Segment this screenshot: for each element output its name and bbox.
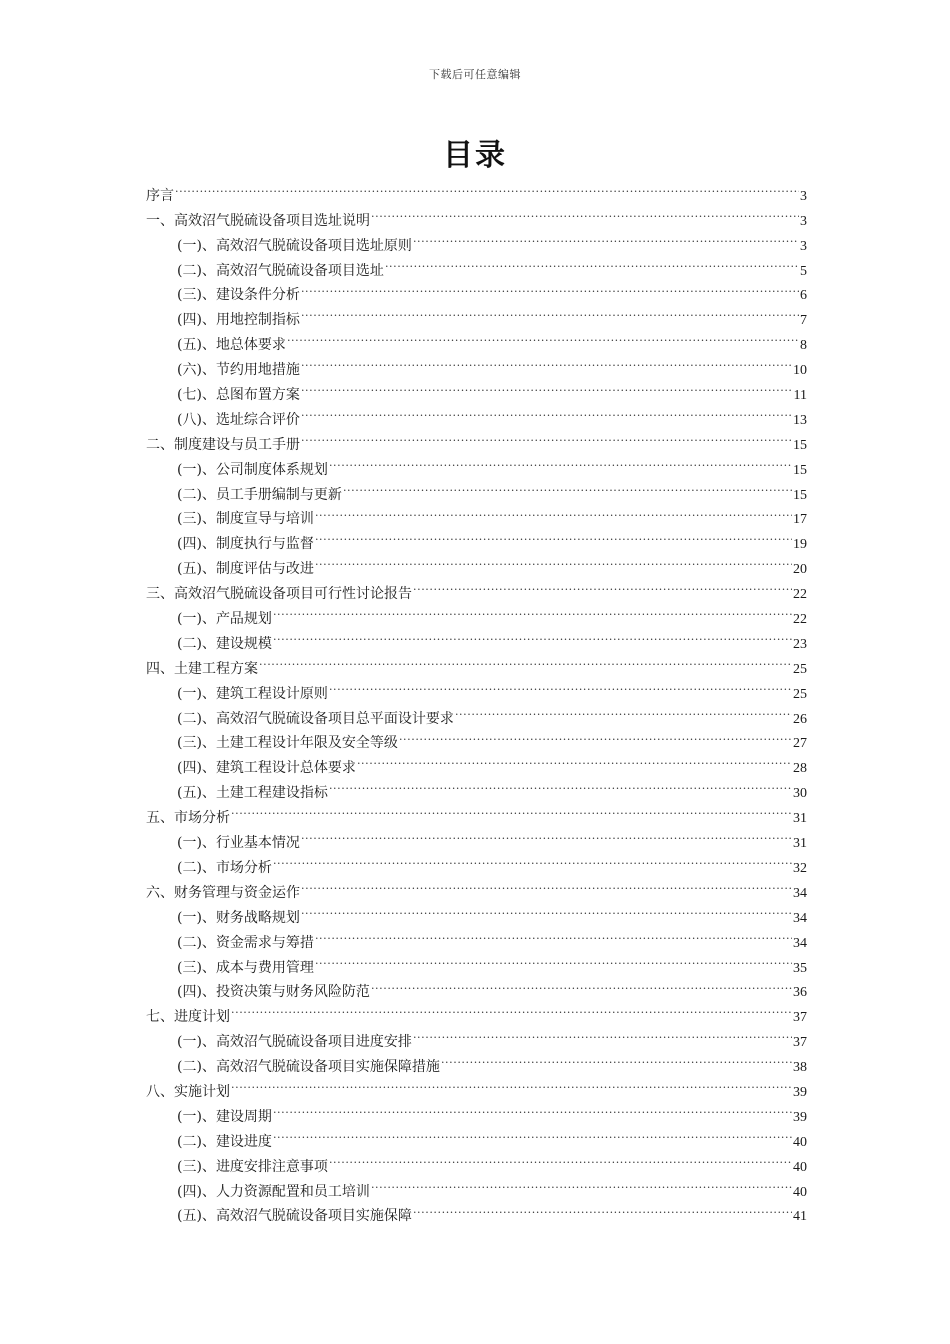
toc-dot-leader xyxy=(315,947,792,972)
toc-page-number: 34 xyxy=(793,935,807,951)
toc-entry-title: 高效沼气脱硫设备项目实施保障措施 xyxy=(215,1059,440,1076)
toc-entry-title: 进度计划 xyxy=(174,1009,230,1026)
toc-dot-leader xyxy=(273,1121,792,1146)
toc-entry-title: 进度安排注意事项 xyxy=(215,1158,328,1175)
toc-dot-leader xyxy=(301,897,792,922)
toc-entry-title: 公司制度体系规划 xyxy=(215,461,328,478)
toc-entry-title: 制度评估与改进 xyxy=(215,561,314,578)
toc-entry-number: 五、 xyxy=(146,810,174,827)
toc-dot-leader xyxy=(413,1196,792,1221)
toc-page-number: 35 xyxy=(793,960,807,976)
toc-entry-title: 高效沼气脱硫设备项目选址 xyxy=(215,262,384,279)
toc-entry-title: 高效沼气脱硫设备项目选址原则 xyxy=(215,237,412,254)
toc-page-number: 17 xyxy=(793,512,807,528)
toc-page-number: 3 xyxy=(800,238,807,254)
toc-entry-number: (二)、 xyxy=(177,859,216,876)
toc-entry-number: (一)、 xyxy=(177,685,216,702)
toc-dot-leader xyxy=(385,250,799,275)
toc-entry-title: 实施计划 xyxy=(174,1083,230,1100)
toc-page-number: 22 xyxy=(793,612,807,628)
toc-entry-number: 四、 xyxy=(146,660,174,677)
toc-entry-title: 投资决策与财务风险防范 xyxy=(215,984,370,1001)
toc-entry-number: (一)、 xyxy=(177,1108,216,1125)
toc-entry-title: 土建工程建设指标 xyxy=(215,785,328,802)
toc-section-entry[interactable] xyxy=(146,822,807,852)
toc-entry-number: (三)、 xyxy=(177,959,216,976)
toc-entry-number: (七)、 xyxy=(177,387,216,404)
toc-dot-leader xyxy=(301,374,793,399)
toc-page-number: 40 xyxy=(793,1159,807,1175)
toc-entry-number: (二)、 xyxy=(177,635,216,652)
toc-entry-title: 用地控制指标 xyxy=(215,312,300,329)
toc-dot-leader xyxy=(343,474,792,499)
toc-dot-leader xyxy=(413,1021,792,1046)
toc-entry-number: (三)、 xyxy=(177,287,216,304)
toc-page-number: 40 xyxy=(793,1134,807,1150)
toc-section-entry[interactable] xyxy=(146,1021,807,1051)
toc-entry-number: (一)、 xyxy=(177,909,216,926)
toc-page-number: 15 xyxy=(793,462,807,478)
toc-entry-number: (二)、 xyxy=(177,486,216,503)
toc-dot-leader xyxy=(301,822,792,847)
toc-entry-title: 制度建设与员工手册 xyxy=(174,436,300,453)
toc-entry-title: 行业基本情况 xyxy=(215,835,300,852)
toc-entry-number: (一)、 xyxy=(177,611,216,628)
toc-entry-title: 制度宣导与培训 xyxy=(215,511,314,528)
toc-entry-number: 三、 xyxy=(146,586,174,603)
toc-dot-leader xyxy=(301,399,792,424)
toc-entry-number: (二)、 xyxy=(177,1133,216,1150)
toc-entry-title: 高效沼气脱硫设备项目总平面设计要求 xyxy=(215,710,454,727)
toc-page-number: 34 xyxy=(793,885,807,901)
toc-page-number: 31 xyxy=(793,836,807,852)
toc-page-number: 3 xyxy=(800,188,807,204)
toc-page-number: 34 xyxy=(793,910,807,926)
toc-page-number: 20 xyxy=(793,562,807,578)
toc-chapter-entry[interactable] xyxy=(146,200,807,229)
toc-entry-number: 一、 xyxy=(146,212,174,229)
toc-entry-title: 建设条件分析 xyxy=(215,287,300,304)
toc-entry-number: (五)、 xyxy=(177,785,216,802)
toc-dot-leader xyxy=(301,275,799,300)
toc-entry-title: 建设规模 xyxy=(215,635,272,652)
toc-entry-title: 地总体要求 xyxy=(215,337,286,354)
toc-dot-leader xyxy=(455,698,792,723)
page-header-note: 下载后可任意编辑 xyxy=(429,68,521,81)
toc-entry-title: 建筑工程设计总体要求 xyxy=(215,760,356,777)
toc-entry-title: 高效沼气脱硫设备项目可行性讨论报告 xyxy=(174,586,412,603)
toc-dot-leader xyxy=(301,349,792,374)
toc-page-number: 27 xyxy=(793,736,807,752)
toc-entry-title: 高效沼气脱硫设备项目选址说明 xyxy=(174,212,370,229)
toc-dot-leader xyxy=(329,673,792,698)
toc-page-number: 25 xyxy=(793,686,807,702)
toc-page-number: 41 xyxy=(793,1209,807,1225)
toc-chapter-entry[interactable] xyxy=(146,797,807,827)
toc-dot-leader xyxy=(315,499,792,524)
toc-dot-leader xyxy=(357,747,792,772)
toc-entry-number: (二)、 xyxy=(177,1059,216,1076)
toc-entry-number: (八)、 xyxy=(177,411,216,428)
toc-entry-number: (六)、 xyxy=(177,362,216,379)
toc-page-number: 38 xyxy=(793,1060,807,1076)
toc-dot-leader xyxy=(329,1146,792,1171)
toc-entry-title: 高效沼气脱硫设备项目进度安排 xyxy=(215,1034,412,1051)
toc-page-number: 37 xyxy=(793,1010,807,1026)
toc-page-number: 39 xyxy=(793,1109,807,1125)
toc-entry-number: 二、 xyxy=(146,436,174,453)
toc-dot-leader xyxy=(371,1171,792,1196)
toc-entry-number: (五)、 xyxy=(177,337,216,354)
toc-entry-title: 土建工程设计年限及安全等级 xyxy=(215,735,398,752)
toc-page-number: 13 xyxy=(793,412,807,428)
toc-page-number: 36 xyxy=(793,985,807,1001)
toc-page-number: 15 xyxy=(793,487,807,503)
toc-entry-title: 选址综合评价 xyxy=(215,411,300,428)
toc-dot-leader xyxy=(329,449,792,474)
toc-page-number: 25 xyxy=(793,661,807,677)
toc-dot-leader xyxy=(301,424,792,449)
toc-dot-leader xyxy=(301,299,799,324)
toc-entry-title: 市场分析 xyxy=(174,810,230,827)
toc-page-number: 19 xyxy=(793,537,807,553)
toc-dot-leader xyxy=(273,598,792,623)
toc-entry-number: (四)、 xyxy=(177,312,216,329)
toc-entry-title: 建设进度 xyxy=(215,1133,272,1150)
toc-entry-number: (三)、 xyxy=(177,511,216,528)
toc-entry-title: 财务管理与资金运作 xyxy=(174,884,300,901)
toc-entry-number: (一)、 xyxy=(177,835,216,852)
toc-entry-title: 人力资源配置和员工培训 xyxy=(215,1183,370,1200)
toc-page-number: 23 xyxy=(793,636,807,652)
toc-entry-number: 七、 xyxy=(146,1009,174,1026)
toc-entry-number: (三)、 xyxy=(177,735,216,752)
toc-entry-number: (二)、 xyxy=(177,710,216,727)
toc-entry-title: 建设周期 xyxy=(215,1108,272,1125)
toc-page-number: 39 xyxy=(793,1084,807,1100)
toc-chapter-entry[interactable] xyxy=(146,996,807,1026)
toc-dot-leader xyxy=(371,200,799,225)
toc-page-number: 8 xyxy=(800,338,807,354)
toc-entry-title: 土建工程方案 xyxy=(174,660,258,677)
toc-page-number: 40 xyxy=(793,1184,807,1200)
toc-dot-leader xyxy=(399,723,792,748)
toc-dot-leader xyxy=(329,772,792,797)
toc-entry-number: (四)、 xyxy=(177,984,216,1001)
toc-page-number: 26 xyxy=(793,711,807,727)
toc-dot-leader xyxy=(315,523,792,548)
table-of-contents xyxy=(146,175,807,1225)
toc-entry-title: 制度执行与监督 xyxy=(215,536,314,553)
toc-page-number: 37 xyxy=(793,1035,807,1051)
toc-page-number: 28 xyxy=(793,761,807,777)
toc-entry-title: 财务战略规划 xyxy=(215,909,300,926)
toc-dot-leader xyxy=(413,225,799,250)
toc-page-number: 6 xyxy=(800,288,807,304)
toc-entry-number: (四)、 xyxy=(177,760,216,777)
toc-entry-title: 产品规划 xyxy=(215,611,272,628)
toc-dot-leader xyxy=(371,972,792,997)
toc-dot-leader xyxy=(315,548,792,573)
toc-entry-title: 成本与费用管理 xyxy=(215,959,314,976)
toc-entry-number: (五)、 xyxy=(177,561,216,578)
toc-title: 目录 xyxy=(443,138,507,173)
toc-dot-leader xyxy=(231,797,792,822)
toc-entry-title: 资金需求与筹措 xyxy=(215,934,314,951)
toc-chapter-entry[interactable] xyxy=(146,175,807,204)
toc-entry-number: (二)、 xyxy=(177,262,216,279)
toc-dot-leader xyxy=(273,623,792,648)
toc-page-number: 30 xyxy=(793,786,807,802)
toc-dot-leader xyxy=(413,573,792,598)
toc-page-number: 3 xyxy=(800,213,807,229)
toc-dot-leader xyxy=(315,922,792,947)
toc-page-number: 7 xyxy=(800,313,807,329)
toc-entry-title: 建筑工程设计原则 xyxy=(215,685,328,702)
toc-dot-leader xyxy=(441,1046,792,1071)
toc-page-number: 22 xyxy=(793,587,807,603)
toc-entry-title: 总图布置方案 xyxy=(215,387,300,404)
toc-entry-title: 高效沼气脱硫设备项目实施保障 xyxy=(215,1208,412,1225)
toc-entry-number: (四)、 xyxy=(177,1183,216,1200)
toc-dot-leader xyxy=(231,996,792,1021)
toc-dot-leader xyxy=(259,648,792,673)
toc-entry-title: 员工手册编制与更新 xyxy=(215,486,342,503)
toc-entry-number: (一)、 xyxy=(177,237,216,254)
toc-entry-number: (四)、 xyxy=(177,536,216,553)
toc-entry-number: (二)、 xyxy=(177,934,216,951)
toc-entry-number: 八、 xyxy=(146,1083,174,1100)
toc-dot-leader xyxy=(231,1071,792,1096)
toc-entry-title: 序言 xyxy=(146,187,174,204)
toc-entry-title: 市场分析 xyxy=(215,859,272,876)
toc-page-number: 10 xyxy=(793,363,807,379)
toc-dot-leader xyxy=(175,175,799,200)
toc-dot-leader xyxy=(273,847,792,872)
toc-entry-number: 六、 xyxy=(146,884,174,901)
toc-entry-number: (五)、 xyxy=(177,1208,216,1225)
toc-chapter-entry[interactable] xyxy=(146,1071,807,1100)
toc-section-entry[interactable] xyxy=(146,1096,807,1125)
toc-dot-leader xyxy=(287,324,799,349)
toc-page-number: 11 xyxy=(793,388,807,404)
toc-entry-number: (三)、 xyxy=(177,1158,216,1175)
toc-page-number: 15 xyxy=(793,437,807,453)
toc-dot-leader xyxy=(301,872,792,897)
toc-entry-number: (一)、 xyxy=(177,1034,216,1051)
toc-page-number: 5 xyxy=(800,263,807,279)
toc-entry-number: (一)、 xyxy=(177,461,216,478)
toc-entry-title: 节约用地措施 xyxy=(215,362,300,379)
toc-page-number: 31 xyxy=(793,811,807,827)
toc-page-number: 32 xyxy=(793,860,807,876)
toc-dot-leader xyxy=(273,1096,792,1121)
